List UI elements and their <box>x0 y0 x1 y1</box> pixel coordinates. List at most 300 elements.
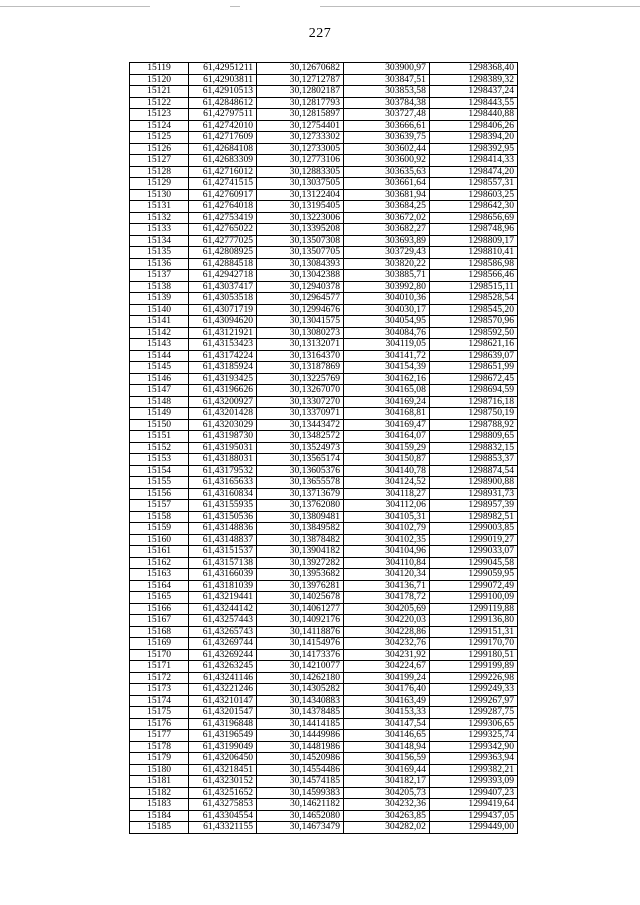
point-number-cell: 15143 <box>130 339 189 351</box>
y-coordinate-cell: 1299267,97 <box>429 695 517 707</box>
y-coordinate-cell: 1299119,88 <box>429 603 517 615</box>
longitude-cell: 30,12815897 <box>257 109 344 121</box>
longitude-cell: 30,13524973 <box>257 442 344 454</box>
longitude-cell: 30,13655578 <box>257 477 344 489</box>
y-coordinate-cell: 1299393,09 <box>429 776 517 788</box>
y-coordinate-cell: 1298566,46 <box>429 270 517 282</box>
table-row <box>130 97 518 109</box>
x-coordinate-cell: 304156,59 <box>344 753 430 765</box>
x-coordinate-cell: 303666,61 <box>344 120 430 132</box>
latitude-cell: 61,43203029 <box>189 419 257 431</box>
table-row <box>130 120 518 132</box>
longitude-cell: 30,14673479 <box>257 822 344 834</box>
x-coordinate-cell: 304205,73 <box>344 787 430 799</box>
x-coordinate-cell: 304224,67 <box>344 661 430 673</box>
latitude-cell: 61,43151537 <box>189 546 257 558</box>
x-coordinate-cell: 303729,43 <box>344 247 430 259</box>
x-coordinate-cell: 304119,05 <box>344 339 430 351</box>
point-number-cell: 15133 <box>130 224 189 236</box>
table-row <box>130 695 518 707</box>
point-number-cell: 15171 <box>130 661 189 673</box>
y-coordinate-cell: 1298809,65 <box>429 431 517 443</box>
latitude-cell: 61,42951211 <box>189 63 257 75</box>
y-coordinate-cell: 1298656,69 <box>429 212 517 224</box>
latitude-cell: 61,43166039 <box>189 569 257 581</box>
longitude-cell: 30,12883305 <box>257 166 344 178</box>
table-row <box>130 224 518 236</box>
longitude-cell: 30,14554486 <box>257 764 344 776</box>
longitude-cell: 30,13041575 <box>257 316 344 328</box>
point-number-cell: 15162 <box>130 557 189 569</box>
longitude-cell: 30,13132071 <box>257 339 344 351</box>
table-row <box>130 201 518 213</box>
table-row <box>130 615 518 627</box>
x-coordinate-cell: 304232,36 <box>344 799 430 811</box>
longitude-cell: 30,14378485 <box>257 707 344 719</box>
table-row <box>130 143 518 155</box>
point-number-cell: 15138 <box>130 281 189 293</box>
x-coordinate-cell: 304162,16 <box>344 373 430 385</box>
y-coordinate-cell: 1298957,39 <box>429 500 517 512</box>
table-row <box>130 419 518 431</box>
x-coordinate-cell: 304112,06 <box>344 500 430 512</box>
point-number-cell: 15183 <box>130 799 189 811</box>
latitude-cell: 61,42942718 <box>189 270 257 282</box>
x-coordinate-cell: 303635,63 <box>344 166 430 178</box>
table-row <box>130 109 518 121</box>
latitude-cell: 61,43094620 <box>189 316 257 328</box>
longitude-cell: 30,13713679 <box>257 488 344 500</box>
y-coordinate-cell: 1299019,27 <box>429 534 517 546</box>
latitude-cell: 61,43251652 <box>189 787 257 799</box>
longitude-cell: 30,13080273 <box>257 327 344 339</box>
latitude-cell: 61,43181039 <box>189 580 257 592</box>
y-coordinate-cell: 1298788,92 <box>429 419 517 431</box>
table-row <box>130 293 518 305</box>
point-number-cell: 15179 <box>130 753 189 765</box>
y-coordinate-cell: 1299407,23 <box>429 787 517 799</box>
x-coordinate-cell: 304176,40 <box>344 684 430 696</box>
y-coordinate-cell: 1298592,50 <box>429 327 517 339</box>
x-coordinate-cell: 303602,44 <box>344 143 430 155</box>
table-row <box>130 465 518 477</box>
point-number-cell: 15129 <box>130 178 189 190</box>
latitude-cell: 61,43185924 <box>189 362 257 374</box>
x-coordinate-cell: 304205,69 <box>344 603 430 615</box>
table-row <box>130 304 518 316</box>
y-coordinate-cell: 1299382,21 <box>429 764 517 776</box>
point-number-cell: 15132 <box>130 212 189 224</box>
point-number-cell: 15145 <box>130 362 189 374</box>
x-coordinate-cell: 304102,79 <box>344 523 430 535</box>
y-coordinate-cell: 1299059,95 <box>429 569 517 581</box>
table-row <box>130 822 518 834</box>
x-coordinate-cell: 304169,44 <box>344 764 430 776</box>
x-coordinate-cell: 304084,76 <box>344 327 430 339</box>
point-number-cell: 15134 <box>130 235 189 247</box>
table-row <box>130 523 518 535</box>
table-row <box>130 799 518 811</box>
longitude-cell: 30,13507705 <box>257 247 344 259</box>
x-coordinate-cell: 304054,95 <box>344 316 430 328</box>
y-coordinate-cell: 1299170,70 <box>429 638 517 650</box>
x-coordinate-cell: 304232,76 <box>344 638 430 650</box>
x-coordinate-cell: 304165,08 <box>344 385 430 397</box>
longitude-cell: 30,14061277 <box>257 603 344 615</box>
point-number-cell: 15157 <box>130 500 189 512</box>
x-coordinate-cell: 303885,71 <box>344 270 430 282</box>
x-coordinate-cell: 303992,80 <box>344 281 430 293</box>
x-coordinate-cell: 304228,86 <box>344 626 430 638</box>
longitude-cell: 30,12940378 <box>257 281 344 293</box>
latitude-cell: 61,42910513 <box>189 86 257 98</box>
point-number-cell: 15146 <box>130 373 189 385</box>
y-coordinate-cell: 1299072,49 <box>429 580 517 592</box>
point-number-cell: 15180 <box>130 764 189 776</box>
table-row <box>130 753 518 765</box>
y-coordinate-cell: 1299419,64 <box>429 799 517 811</box>
longitude-cell: 30,13904182 <box>257 546 344 558</box>
table-row <box>130 488 518 500</box>
table-row <box>130 707 518 719</box>
longitude-cell: 30,12733005 <box>257 143 344 155</box>
y-coordinate-cell: 1298716,18 <box>429 396 517 408</box>
point-number-cell: 15164 <box>130 580 189 592</box>
point-number-cell: 15121 <box>130 86 189 98</box>
y-coordinate-cell: 1299226,98 <box>429 672 517 684</box>
latitude-cell: 61,42753419 <box>189 212 257 224</box>
x-coordinate-cell: 304168,81 <box>344 408 430 420</box>
longitude-cell: 30,13395208 <box>257 224 344 236</box>
latitude-cell: 61,43037417 <box>189 281 257 293</box>
longitude-cell: 30,13164370 <box>257 350 344 362</box>
y-coordinate-cell: 1298694,59 <box>429 385 517 397</box>
latitude-cell: 61,43121921 <box>189 327 257 339</box>
table-row <box>130 730 518 742</box>
x-coordinate-cell: 304159,29 <box>344 442 430 454</box>
x-coordinate-cell: 304105,31 <box>344 511 430 523</box>
y-coordinate-cell: 1298639,07 <box>429 350 517 362</box>
y-coordinate-cell: 1298437,24 <box>429 86 517 98</box>
latitude-cell: 61,43241146 <box>189 672 257 684</box>
longitude-cell: 30,12773106 <box>257 155 344 167</box>
x-coordinate-cell: 303727,48 <box>344 109 430 121</box>
y-coordinate-cell: 1298853,37 <box>429 454 517 466</box>
table-row <box>130 776 518 788</box>
y-coordinate-cell: 1299325,74 <box>429 730 517 742</box>
y-coordinate-cell: 1299100,09 <box>429 592 517 604</box>
y-coordinate-cell: 1299180,51 <box>429 649 517 661</box>
y-coordinate-cell: 1298570,96 <box>429 316 517 328</box>
table-row <box>130 373 518 385</box>
x-coordinate-cell: 304102,35 <box>344 534 430 546</box>
y-coordinate-cell: 1298748,96 <box>429 224 517 236</box>
longitude-cell: 30,14574185 <box>257 776 344 788</box>
y-coordinate-cell: 1298392,95 <box>429 143 517 155</box>
x-coordinate-cell: 304220,03 <box>344 615 430 627</box>
x-coordinate-cell: 303853,58 <box>344 86 430 98</box>
longitude-cell: 30,13370971 <box>257 408 344 420</box>
x-coordinate-cell: 303820,22 <box>344 258 430 270</box>
table-row <box>130 74 518 86</box>
point-number-cell: 15178 <box>130 741 189 753</box>
x-coordinate-cell: 304153,33 <box>344 707 430 719</box>
latitude-cell: 61,43193425 <box>189 373 257 385</box>
point-number-cell: 15177 <box>130 730 189 742</box>
longitude-cell: 30,13307270 <box>257 396 344 408</box>
latitude-cell: 61,43148836 <box>189 523 257 535</box>
point-number-cell: 15131 <box>130 201 189 213</box>
longitude-cell: 30,12733302 <box>257 132 344 144</box>
x-coordinate-cell: 304150,87 <box>344 454 430 466</box>
latitude-cell: 61,43221246 <box>189 684 257 696</box>
point-number-cell: 15148 <box>130 396 189 408</box>
x-coordinate-cell: 304146,65 <box>344 730 430 742</box>
table-row <box>130 649 518 661</box>
point-number-cell: 15170 <box>130 649 189 661</box>
table-row <box>130 270 518 282</box>
latitude-cell: 61,43219441 <box>189 592 257 604</box>
x-coordinate-cell: 303784,38 <box>344 97 430 109</box>
table-row <box>130 178 518 190</box>
point-number-cell: 15123 <box>130 109 189 121</box>
latitude-cell: 61,43218451 <box>189 764 257 776</box>
longitude-cell: 30,13223006 <box>257 212 344 224</box>
point-number-cell: 15154 <box>130 465 189 477</box>
x-coordinate-cell: 304282,02 <box>344 822 430 834</box>
table-row <box>130 350 518 362</box>
x-coordinate-cell: 304178,72 <box>344 592 430 604</box>
table-row <box>130 396 518 408</box>
latitude-cell: 61,42903811 <box>189 74 257 86</box>
table-row <box>130 86 518 98</box>
latitude-cell: 61,42765022 <box>189 224 257 236</box>
point-number-cell: 15166 <box>130 603 189 615</box>
longitude-cell: 30,13443472 <box>257 419 344 431</box>
latitude-cell: 61,43196626 <box>189 385 257 397</box>
table-row <box>130 235 518 247</box>
latitude-cell: 61,43053518 <box>189 293 257 305</box>
table-row <box>130 718 518 730</box>
table-row <box>130 557 518 569</box>
x-coordinate-cell: 304231,92 <box>344 649 430 661</box>
x-coordinate-cell: 304110,84 <box>344 557 430 569</box>
longitude-cell: 30,13187869 <box>257 362 344 374</box>
point-number-cell: 15155 <box>130 477 189 489</box>
table-row <box>130 569 518 581</box>
point-number-cell: 15158 <box>130 511 189 523</box>
y-coordinate-cell: 1298931,73 <box>429 488 517 500</box>
table-row <box>130 546 518 558</box>
longitude-cell: 30,12670682 <box>257 63 344 75</box>
longitude-cell: 30,12712787 <box>257 74 344 86</box>
y-coordinate-cell: 1298874,54 <box>429 465 517 477</box>
longitude-cell: 30,13878482 <box>257 534 344 546</box>
x-coordinate-cell: 304104,96 <box>344 546 430 558</box>
latitude-cell: 61,43188031 <box>189 454 257 466</box>
longitude-cell: 30,13037505 <box>257 178 344 190</box>
point-number-cell: 15184 <box>130 810 189 822</box>
longitude-cell: 30,12994676 <box>257 304 344 316</box>
point-number-cell: 15159 <box>130 523 189 535</box>
x-coordinate-cell: 304124,52 <box>344 477 430 489</box>
table-row <box>130 580 518 592</box>
longitude-cell: 30,13809481 <box>257 511 344 523</box>
latitude-cell: 61,43150536 <box>189 511 257 523</box>
x-coordinate-cell: 304169,47 <box>344 419 430 431</box>
y-coordinate-cell: 1298810,41 <box>429 247 517 259</box>
table-row <box>130 638 518 650</box>
table-row <box>130 327 518 339</box>
point-number-cell: 15163 <box>130 569 189 581</box>
point-number-cell: 15126 <box>130 143 189 155</box>
coordinates-table <box>129 62 518 834</box>
y-coordinate-cell: 1298474,20 <box>429 166 517 178</box>
point-number-cell: 15168 <box>130 626 189 638</box>
x-coordinate-cell: 304120,34 <box>344 569 430 581</box>
table-row <box>130 362 518 374</box>
latitude-cell: 61,42884518 <box>189 258 257 270</box>
page-number: 227 <box>308 26 332 41</box>
table-row <box>130 385 518 397</box>
longitude-cell: 30,14210077 <box>257 661 344 673</box>
table-row <box>130 741 518 753</box>
x-coordinate-cell: 304199,24 <box>344 672 430 684</box>
longitude-cell: 30,13762080 <box>257 500 344 512</box>
latitude-cell: 61,43071719 <box>189 304 257 316</box>
table-row <box>130 442 518 454</box>
table-row <box>130 787 518 799</box>
latitude-cell: 61,43179532 <box>189 465 257 477</box>
y-coordinate-cell: 1298603,25 <box>429 189 517 201</box>
point-number-cell: 15182 <box>130 787 189 799</box>
x-coordinate-cell: 303847,51 <box>344 74 430 86</box>
y-coordinate-cell: 1298515,11 <box>429 281 517 293</box>
table-row <box>130 408 518 420</box>
longitude-cell: 30,14414185 <box>257 718 344 730</box>
y-coordinate-cell: 1299363,94 <box>429 753 517 765</box>
longitude-cell: 30,12964577 <box>257 293 344 305</box>
x-coordinate-cell: 304163,49 <box>344 695 430 707</box>
latitude-cell: 61,43198730 <box>189 431 257 443</box>
longitude-cell: 30,14173376 <box>257 649 344 661</box>
y-coordinate-cell: 1299287,75 <box>429 707 517 719</box>
table-row <box>130 661 518 673</box>
point-number-cell: 15137 <box>130 270 189 282</box>
point-number-cell: 15185 <box>130 822 189 834</box>
latitude-cell: 61,42848612 <box>189 97 257 109</box>
latitude-cell: 61,43257443 <box>189 615 257 627</box>
y-coordinate-cell: 1298651,99 <box>429 362 517 374</box>
longitude-cell: 30,13267070 <box>257 385 344 397</box>
latitude-cell: 61,43153423 <box>189 339 257 351</box>
y-coordinate-cell: 1299151,31 <box>429 626 517 638</box>
latitude-cell: 61,43244142 <box>189 603 257 615</box>
y-coordinate-cell: 1299306,65 <box>429 718 517 730</box>
longitude-cell: 30,13042388 <box>257 270 344 282</box>
x-coordinate-cell: 304141,72 <box>344 350 430 362</box>
y-coordinate-cell: 1299249,33 <box>429 684 517 696</box>
point-number-cell: 15124 <box>130 120 189 132</box>
longitude-cell: 30,13195405 <box>257 201 344 213</box>
y-coordinate-cell: 1298672,45 <box>429 373 517 385</box>
x-coordinate-cell: 304148,94 <box>344 741 430 753</box>
y-coordinate-cell: 1298557,31 <box>429 178 517 190</box>
latitude-cell: 61,43201428 <box>189 408 257 420</box>
longitude-cell: 30,14118876 <box>257 626 344 638</box>
point-number-cell: 15127 <box>130 155 189 167</box>
point-number-cell: 15122 <box>130 97 189 109</box>
y-coordinate-cell: 1298900,88 <box>429 477 517 489</box>
point-number-cell: 15149 <box>130 408 189 420</box>
longitude-cell: 30,13953682 <box>257 569 344 581</box>
latitude-cell: 61,42760917 <box>189 189 257 201</box>
latitude-cell: 61,43265743 <box>189 626 257 638</box>
table-row <box>130 63 518 75</box>
latitude-cell: 61,42741515 <box>189 178 257 190</box>
table-row <box>130 603 518 615</box>
x-coordinate-cell: 304136,71 <box>344 580 430 592</box>
point-number-cell: 15176 <box>130 718 189 730</box>
x-coordinate-cell: 304169,24 <box>344 396 430 408</box>
y-coordinate-cell: 1298642,30 <box>429 201 517 213</box>
point-number-cell: 15156 <box>130 488 189 500</box>
point-number-cell: 15181 <box>130 776 189 788</box>
latitude-cell: 61,43195031 <box>189 442 257 454</box>
x-coordinate-cell: 303681,94 <box>344 189 430 201</box>
longitude-cell: 30,14621182 <box>257 799 344 811</box>
latitude-cell: 61,43196848 <box>189 718 257 730</box>
point-number-cell: 15173 <box>130 684 189 696</box>
y-coordinate-cell: 1298528,54 <box>429 293 517 305</box>
table-row <box>130 166 518 178</box>
y-coordinate-cell: 1298394,20 <box>429 132 517 144</box>
point-number-cell: 15139 <box>130 293 189 305</box>
table-row <box>130 454 518 466</box>
point-number-cell: 15160 <box>130 534 189 546</box>
latitude-cell: 61,42797511 <box>189 109 257 121</box>
point-number-cell: 15140 <box>130 304 189 316</box>
longitude-cell: 30,14481986 <box>257 741 344 753</box>
longitude-cell: 30,12754401 <box>257 120 344 132</box>
point-number-cell: 15119 <box>130 63 189 75</box>
longitude-cell: 30,14449986 <box>257 730 344 742</box>
x-coordinate-cell: 303639,75 <box>344 132 430 144</box>
point-number-cell: 15161 <box>130 546 189 558</box>
latitude-cell: 61,43321155 <box>189 822 257 834</box>
latitude-cell: 61,43304554 <box>189 810 257 822</box>
x-coordinate-cell: 304030,17 <box>344 304 430 316</box>
scan-top-edge <box>0 6 640 7</box>
table-row <box>130 477 518 489</box>
x-coordinate-cell: 303682,27 <box>344 224 430 236</box>
latitude-cell: 61,42808925 <box>189 247 257 259</box>
y-coordinate-cell: 1298621,16 <box>429 339 517 351</box>
latitude-cell: 61,43210147 <box>189 695 257 707</box>
y-coordinate-cell: 1299449,00 <box>429 822 517 834</box>
x-coordinate-cell: 303672,02 <box>344 212 430 224</box>
x-coordinate-cell: 304164,07 <box>344 431 430 443</box>
table-row <box>130 534 518 546</box>
latitude-cell: 61,42716012 <box>189 166 257 178</box>
longitude-cell: 30,13084393 <box>257 258 344 270</box>
latitude-cell: 61,43275853 <box>189 799 257 811</box>
point-number-cell: 15128 <box>130 166 189 178</box>
y-coordinate-cell: 1299342,90 <box>429 741 517 753</box>
y-coordinate-cell: 1299045,58 <box>429 557 517 569</box>
x-coordinate-cell: 303693,89 <box>344 235 430 247</box>
table-row <box>130 247 518 259</box>
